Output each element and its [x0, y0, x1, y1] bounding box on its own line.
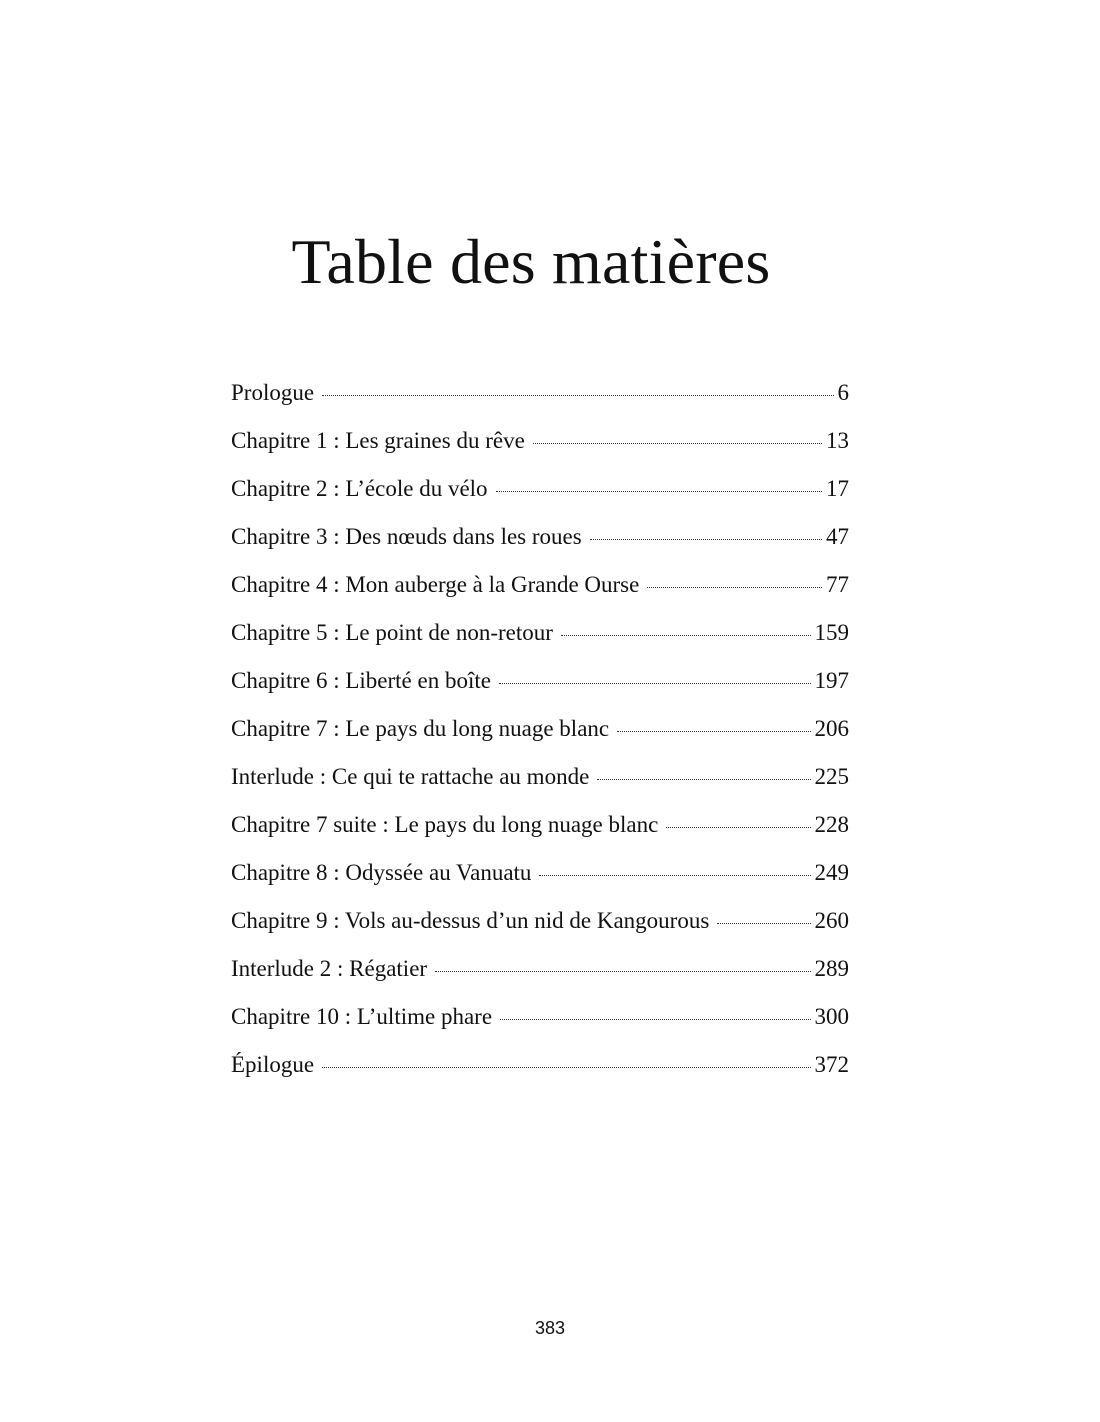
toc-entry [231, 572, 849, 620]
toc-entry [231, 956, 849, 1004]
toc-page-number: 300 [814, 1004, 849, 1029]
toc-page-number: 47 [826, 524, 849, 549]
toc-entry [231, 620, 849, 668]
toc-entry-title: Chapitre 2 : L’école du vélo [231, 476, 488, 501]
toc-entry-title: Épilogue [231, 1052, 315, 1077]
toc-entry-title: Chapitre 7 suite : Le pays du long nuage blanc [231, 812, 659, 837]
toc-entry [231, 908, 849, 956]
toc-entry [231, 524, 849, 572]
toc-dot-leader [617, 731, 810, 732]
toc-entry-title: Chapitre 8 : Odyssée au Vanuatu [231, 860, 532, 885]
toc-entry-title: Chapitre 6 : Liberté en boîte [231, 668, 491, 693]
toc-entry [231, 716, 849, 764]
toc-dot-leader [666, 827, 810, 828]
toc-entry [231, 1004, 849, 1052]
toc-entry [231, 380, 849, 428]
toc-entry-title: Chapitre 9 : Vols au-dessus d’un nid de Kangourous [231, 908, 710, 933]
page-title: Table des matières [291, 226, 771, 297]
toc-page-number: 206 [814, 716, 849, 741]
toc-entry [231, 764, 849, 812]
toc-entry-title: Chapitre 4 : Mon auberge à la Grande Ourse [231, 572, 640, 597]
toc-dot-leader [647, 587, 822, 588]
toc-dot-leader [499, 683, 811, 684]
toc-page-number: 260 [814, 908, 849, 933]
toc-entry [231, 812, 849, 860]
toc-dot-leader [561, 635, 811, 636]
table-of-contents [231, 380, 849, 1100]
toc-page-number: 228 [814, 812, 849, 837]
toc-entry [231, 668, 849, 716]
toc-page-number: 225 [814, 764, 849, 789]
toc-page-number: 13 [826, 428, 849, 453]
toc-dot-leader [322, 1067, 810, 1068]
toc-entry [231, 476, 849, 524]
toc-dot-leader [597, 779, 810, 780]
toc-entry-title: Chapitre 1 : Les graines du rêve [231, 428, 525, 453]
toc-dot-leader [496, 491, 822, 492]
toc-entry [231, 428, 849, 476]
toc-page-number: 6 [837, 380, 849, 405]
toc-entry-title: Chapitre 5 : Le point de non-retour [231, 620, 553, 645]
toc-dot-leader [435, 971, 810, 972]
toc-page-number: 289 [814, 956, 849, 981]
toc-entry [231, 860, 849, 908]
toc-page-number: 17 [826, 476, 849, 501]
toc-page-number: 77 [826, 572, 849, 597]
toc-page-number: 372 [814, 1052, 849, 1077]
toc-entry-title: Prologue [231, 380, 315, 405]
toc-page-number: 159 [814, 620, 849, 645]
toc-entry-title: Interlude : Ce qui te rattache au monde [231, 764, 590, 789]
toc-entry-title: Chapitre 7 : Le pays du long nuage blanc [231, 716, 610, 741]
toc-entry-title: Chapitre 10 : L’ultime phare [231, 1004, 493, 1029]
toc-dot-leader [500, 1019, 810, 1020]
toc-page-number: 249 [814, 860, 849, 885]
toc-dot-leader [533, 443, 822, 444]
toc-dot-leader [590, 539, 822, 540]
toc-entry [231, 1052, 849, 1100]
toc-dot-leader [322, 395, 833, 396]
toc-entry-title: Interlude 2 : Régatier [231, 956, 428, 981]
toc-entry-title: Chapitre 3 : Des nœuds dans les roues [231, 524, 582, 549]
toc-dot-leader [717, 923, 810, 924]
toc-page-number: 197 [814, 668, 849, 693]
footer-page-number: 383 [534, 1318, 566, 1338]
toc-dot-leader [539, 875, 810, 876]
